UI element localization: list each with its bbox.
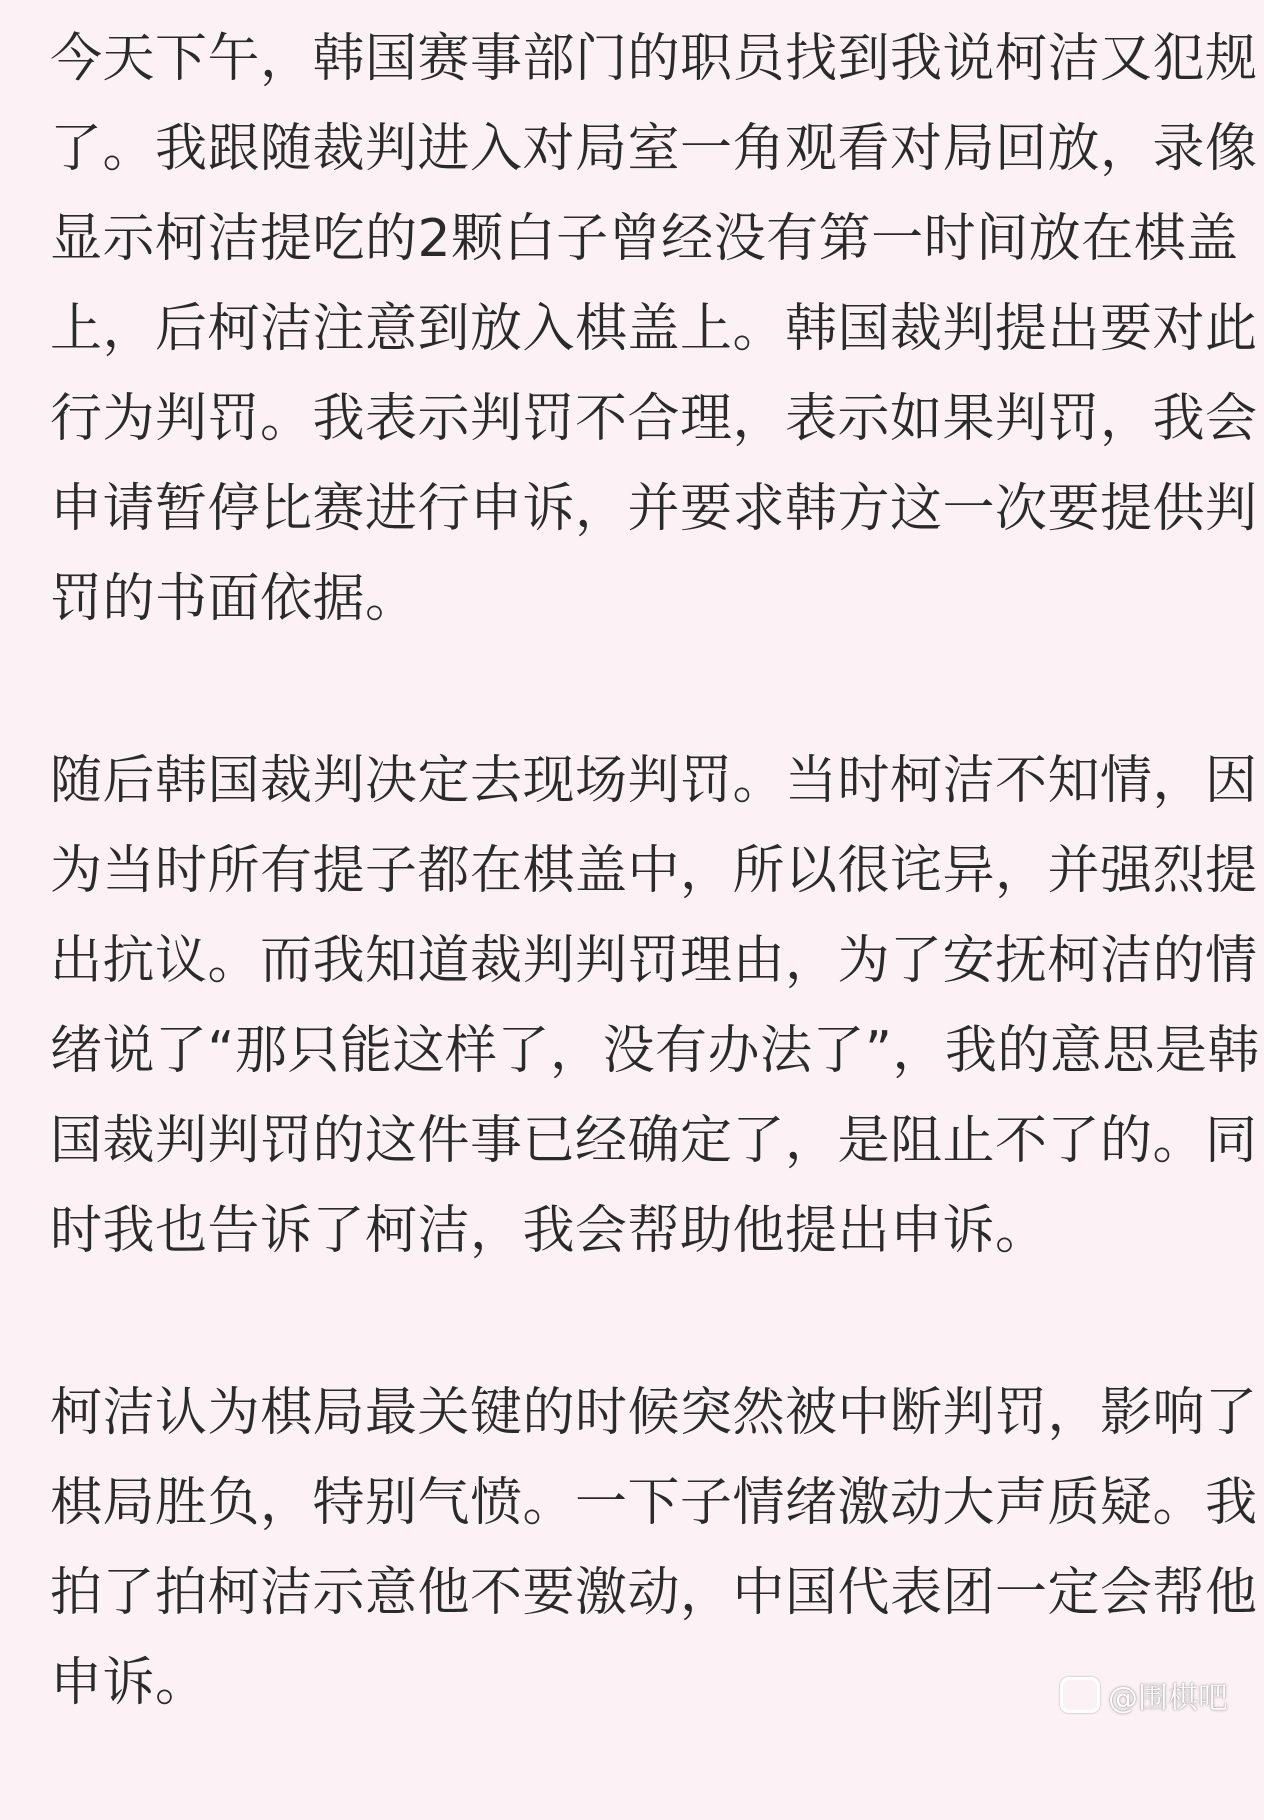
paragraph-2 xyxy=(50,736,1260,1276)
text-line: 绪说了“那只能这样了，没有办法了”，我的意思是韩 xyxy=(50,1021,1260,1081)
text-line: 拍了拍柯洁示意他不要激动，中国代表团一定会帮他 xyxy=(50,1563,1258,1623)
text-line: 为当时所有提子都在棋盖中，所以很诧异，并强烈提 xyxy=(50,841,1258,901)
text-line: 出抗议。而我知道裁判判罚理由，为了安抚柯洁的情 xyxy=(50,931,1258,991)
paragraph-3 xyxy=(50,1368,1258,1728)
text-line: 柯洁认为棋局最关键的时候突然被中断判罚，影响了 xyxy=(50,1383,1258,1443)
watermark xyxy=(1060,1673,1228,1717)
text-line: 申诉。 xyxy=(50,1653,208,1713)
platform-logo-icon xyxy=(1060,1677,1100,1713)
text-line: 罚的书面依据。 xyxy=(50,569,418,629)
text-line: 申请暂停比赛进行申诉，并要求韩方这一次要提供判 xyxy=(50,479,1258,539)
text-line: 上，后柯洁注意到放入棋盖上。韩国裁判提出要对此 xyxy=(50,299,1258,359)
article-body xyxy=(50,14,1260,1820)
text-line: 了。我跟随裁判进入对局室一角观看对局回放，录像 xyxy=(50,119,1258,179)
text-line: 国裁判判罚的这件事已经确定了，是阻止不了的。同 xyxy=(50,1111,1258,1171)
text-line: 今天下午，韩国赛事部门的职员找到我说柯洁又犯规 xyxy=(50,29,1258,89)
text-line: 棋局胜负，特别气愤。一下子情绪激动大声质疑。我 xyxy=(50,1473,1258,1533)
paragraph-1 xyxy=(50,14,1258,644)
watermark-text: @围棋吧 xyxy=(1108,1681,1228,1716)
text-line: 行为判罚。我表示判罚不合理，表示如果判罚，我会 xyxy=(50,389,1258,449)
text-line: 时我也告诉了柯洁，我会帮助他提出申诉。 xyxy=(50,1201,1048,1261)
text-line: 显示柯洁提吃的2颗白子曾经没有第一时间放在棋盖 xyxy=(50,209,1239,269)
text-line: 随后韩国裁判决定去现场判罚。当时柯洁不知情，因 xyxy=(50,751,1258,811)
